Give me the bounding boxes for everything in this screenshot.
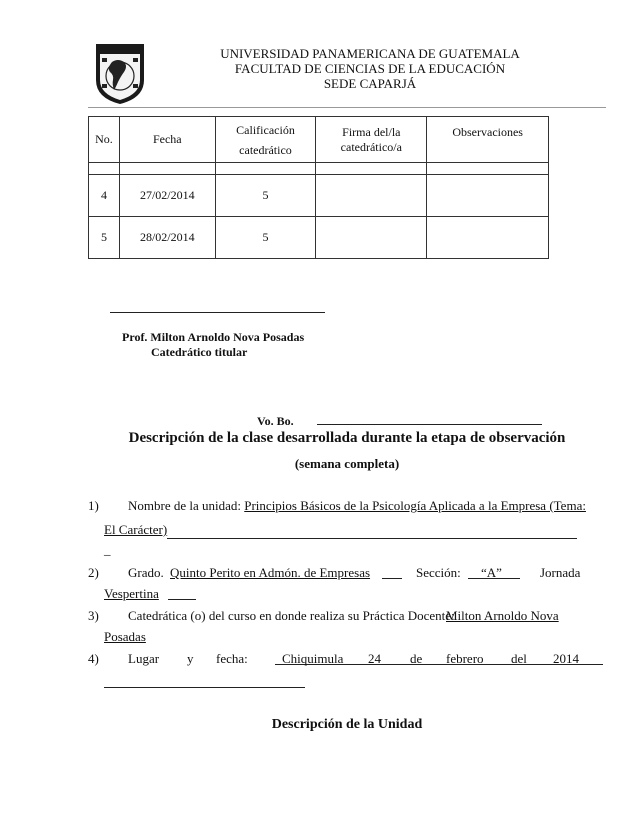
item-4-lugar: Lugar [128,651,160,666]
signature-role: Catedrático titular [151,345,248,359]
cell-firma [316,217,427,259]
cell-fecha: 27/02/2014 [119,175,215,217]
col-header-firma: Firma del/la catedrático/a [316,117,427,163]
item-4-fecha: fecha: [216,651,248,666]
header-campus: SEDE CAPARJÁ [323,76,417,91]
col-header-fecha: Fecha [119,117,215,163]
cell-no: 5 [89,217,120,259]
item-4-year: 2014 [553,651,579,666]
item-2-number: 2) [88,565,99,580]
item-2-value: Quinto Perito en Admón. de Empresas [170,565,371,580]
evaluation-table [88,116,549,259]
item-2-fill [382,578,402,579]
item-1-line [128,498,586,514]
item-2-seccion-value: “A” [481,565,502,580]
item-4-fill-line [104,687,305,688]
col-header-calificacion [215,117,316,163]
item-3-number: 3) [88,608,99,623]
table-row [89,175,549,217]
cell-no [89,163,120,175]
item-4-month: febrero [446,651,484,666]
col-header-no: No. [89,117,120,163]
item-3-label: Catedrática (o) del curso en donde realiza su Práctica Docente: [128,608,455,623]
cell-observaciones [427,175,549,217]
item-3-value: Milton Arnoldo Nova [446,608,559,623]
cell-firma [316,175,427,217]
cell-calificacion [215,163,316,175]
item-2-jornada-fill [168,599,196,600]
description-subtitle: (semana completa) [294,456,400,471]
item-2-jornada-label: Jornada [540,565,581,580]
cell-fecha [119,163,215,175]
description-title: Descripción de la clase desarrollada durante la etapa de observación [128,430,566,446]
table-row [89,163,549,175]
cell-observaciones [427,217,549,259]
item-1-number: 1) [88,498,99,513]
table-header-row [89,117,549,163]
signature-name: Prof. Milton Arnoldo Nova Posadas [122,330,305,344]
item-4-de: de [410,651,423,666]
vobo-label: Vo. Bo. [257,414,294,428]
item-2-seccion-label: Sección: [416,565,461,580]
col-header-calificacion-line2: catedrático [239,142,292,157]
table-row [89,217,549,259]
item-4-del: del [511,651,527,666]
col-header-observaciones: Observaciones [427,117,549,163]
cell-calificacion: 5 [215,217,316,259]
item-1-value: Principios Básicos de la Psicología Aplicada a la Empresa (Tema: [244,498,586,513]
item-2-jornada-value: Vespertina [104,586,159,601]
unit-title: Descripción de la Unidad [271,717,423,732]
col-header-calificacion-line1: Calificación [236,122,295,137]
item-2-label: Grado. [128,565,164,580]
item-1-line2 [104,522,577,539]
header-university: UNIVERSIDAD PANAMERICANA DE GUATEMALA [220,46,520,61]
cell-firma [316,163,427,175]
signature-line [110,312,325,313]
cell-calificacion: 5 [215,175,316,217]
cell-observaciones [427,163,549,175]
item-1-fill-a [167,522,239,539]
item-1-value-cont: El Carácter) [104,522,168,537]
item-4-day: 24 [368,651,381,666]
cell-fecha: 28/02/2014 [119,217,215,259]
item-1-fill-b [239,522,577,539]
item-3-value-cont: Posadas [104,629,146,644]
cell-no: 4 [89,175,120,217]
header-divider [88,107,606,108]
item-1-dash: _ [104,542,111,557]
header-faculty: FACULTAD DE CIENCIAS DE LA EDUCACIÓN [234,61,506,76]
item-4-number: 4) [88,651,99,666]
item-1-label: Nombre de la unidad: [128,498,241,513]
vobo-line [317,424,542,425]
university-seal-logo [92,40,148,106]
item-4-place: Chiquimula [282,651,344,666]
item-4-y: y [187,651,194,666]
